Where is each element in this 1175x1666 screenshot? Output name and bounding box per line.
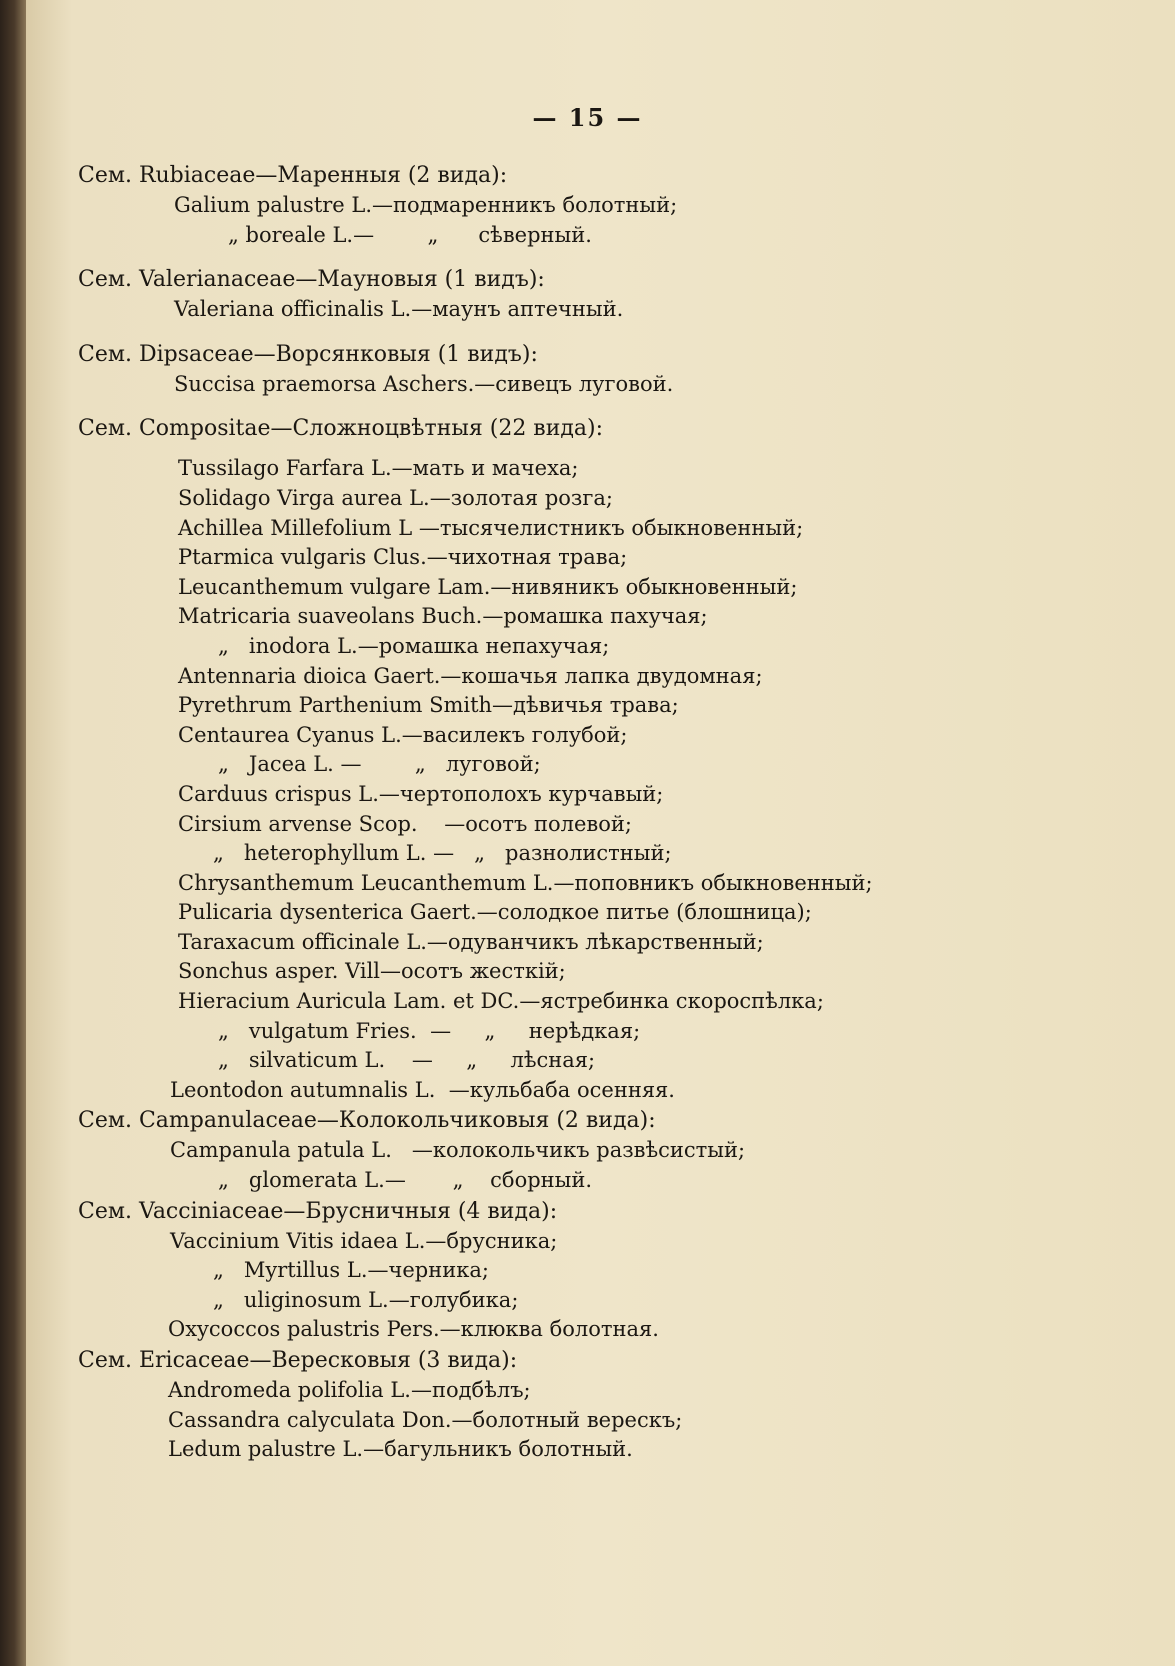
species-line: Chrysanthemum Leucanthemum L.—поповникъ обыкновенный; xyxy=(178,870,873,895)
species-line: Ptarmica vulgaris Clus.—чихотная трава; xyxy=(178,545,628,570)
species-line: Vaccinium Vitis idaea L.—брусника; xyxy=(170,1228,558,1253)
species-line: Galium palustre L.—подмаренникъ болотный; xyxy=(174,193,678,217)
species-line: Centaurea Cyanus L.—василекъ голубой; xyxy=(178,722,628,747)
species-line: Solidago Virga aurea L.—золотая розга; xyxy=(178,485,613,510)
species-line: Hieracium Auricula Lam. et DC.—ястребинка скороспѣлка; xyxy=(178,989,824,1014)
family-header-campanulaceae: Сем. Campanulaceae—Колокольчиковыя (2 вида): xyxy=(78,1108,656,1134)
species-line: Cassandra calyculata Don.—болотный верескъ; xyxy=(168,1407,683,1432)
species-line: „ Jacea L. — „ луговой; xyxy=(218,752,541,777)
family-header-vacciniaceae: Сем. Vacciniaceae—Брусничныя (4 вида): xyxy=(78,1198,558,1224)
species-line: „ uliginosum L.—голубика; xyxy=(213,1287,519,1312)
species-line: „ heterophyllum L. — „ разнолистный; xyxy=(213,841,672,866)
species-line: Cirsium arvense Scop. —осотъ полевой; xyxy=(178,811,632,836)
species-line: Campanula patula L. —колокольчикъ развѣсистый; xyxy=(170,1138,746,1163)
species-line: „ boreale L.— „ сѣверный. xyxy=(228,222,592,247)
species-line: Matricaria suaveolans Buch.—ромашка пахучая; xyxy=(178,604,708,629)
species-line: „ vulgatum Fries. — „ нерѣдкая; xyxy=(218,1018,641,1043)
species-line: Ledum palustre L.—багульникъ болотный. xyxy=(168,1437,633,1462)
family-header-valerianaceae: Сем. Valerianaceae—Мауновыя (1 видъ): xyxy=(78,267,545,293)
family-header-rubiaceae: Сем. Rubiaceae—Маренныя (2 вида): xyxy=(78,163,508,188)
species-line: „ silvaticum L. — „ лѣсная; xyxy=(218,1048,596,1073)
species-line: Oxycoccos palustris Pers.—клюква болотная. xyxy=(168,1317,659,1342)
species-line: Achillea Millefolium L —тысячелистникъ обыкновенный; xyxy=(178,515,804,540)
species-line: Sonchus asper. Vill—осотъ жесткій; xyxy=(178,959,566,984)
family-header-dipsaceae: Сем. Dipsaceae—Ворсянковыя (1 видъ): xyxy=(78,341,538,367)
family-header-ericaceae: Сем. Ericaceae—Вересковыя (3 вида): xyxy=(78,1348,518,1373)
species-line: Leucanthemum vulgare Lam.—нивяникъ обыкновенный; xyxy=(178,574,798,599)
species-line: Taraxacum officinale L.—одуванчикъ лѣкарственный; xyxy=(178,929,764,954)
book-spine-shadow xyxy=(0,0,26,1666)
species-line: Tussilago Farfara L.—мать и мачеха; xyxy=(178,456,579,481)
species-line: Valeriana officinalis L.—маунъ аптечный. xyxy=(174,297,624,322)
species-line: Pyrethrum Parthenium Smith—дѣвичья трава; xyxy=(178,693,679,718)
species-line: „ glomerata L.— „ сборный. xyxy=(218,1168,593,1193)
species-line: Andromeda polifolia L.—подбѣлъ; xyxy=(168,1378,531,1402)
species-line: „ inodora L.—ромашка непахучая; xyxy=(218,633,610,658)
species-line: Succisa praemorsa Aschers.—сивецъ луговой. xyxy=(174,371,674,396)
family-header-compositae: Сем. Compositae—Сложноцвѣтныя (22 вида): xyxy=(78,416,604,442)
page-number: — 15 — xyxy=(532,103,643,132)
species-line: Carduus crispus L.—чертополохъ курчавый; xyxy=(178,781,664,806)
species-line: Antennaria dioica Gaert.—кошачья лапка двудомная; xyxy=(178,663,763,688)
species-line: Leontodon autumnalis L. —кульбаба осенняя. xyxy=(170,1077,675,1102)
species-list xyxy=(78,160,1138,1465)
species-line: „ Myrtillus L.—черника; xyxy=(213,1258,489,1283)
species-line: Pulicaria dysenterica Gaert.—солодкое питье (блошница); xyxy=(178,900,812,925)
